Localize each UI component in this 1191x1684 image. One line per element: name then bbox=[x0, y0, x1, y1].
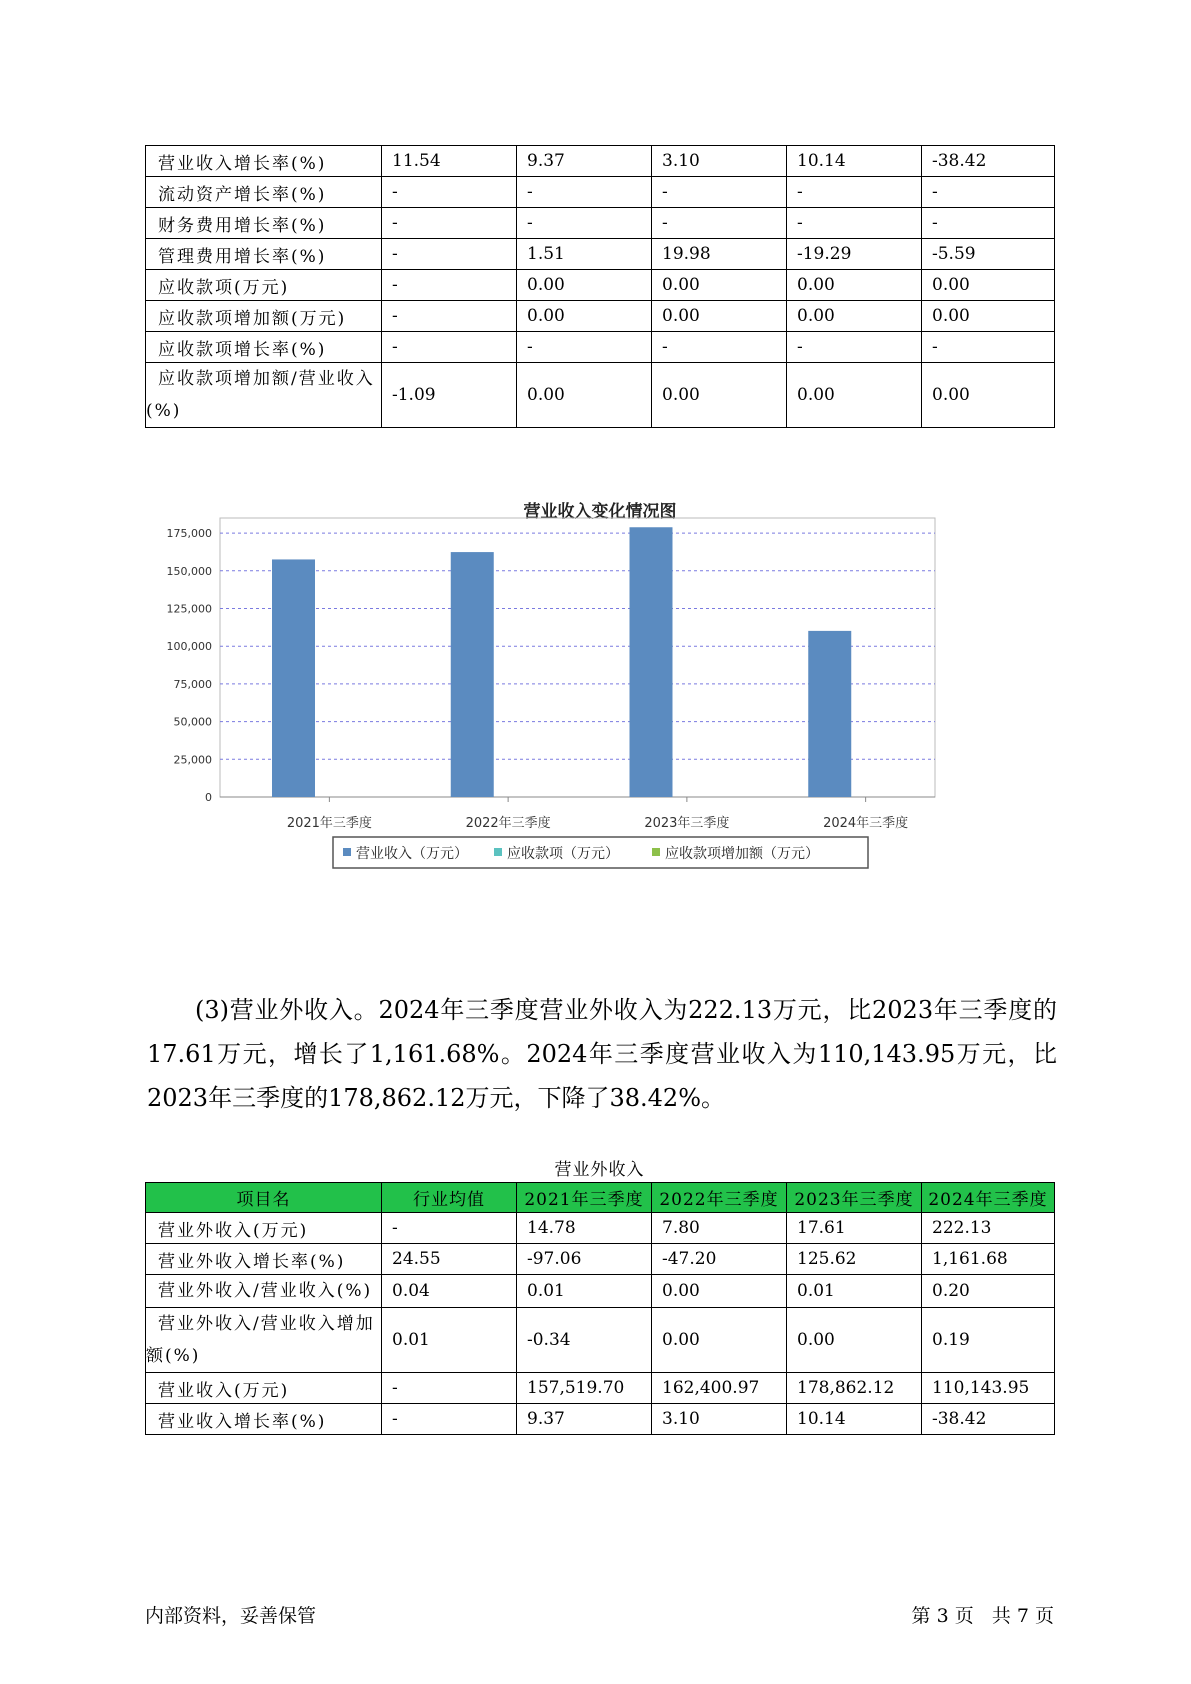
table-cell: - bbox=[382, 332, 517, 363]
table-row bbox=[146, 1244, 1055, 1275]
table-cell: 10.14 bbox=[787, 146, 922, 177]
table-cell: 0.01 bbox=[787, 1275, 922, 1308]
table-cell: -19.29 bbox=[787, 239, 922, 270]
table-cell: 178,862.12 bbox=[787, 1373, 922, 1404]
y-tick-label: 25,000 bbox=[173, 753, 212, 767]
table-cell: -47.20 bbox=[652, 1244, 787, 1275]
y-tick-label: 125,000 bbox=[166, 602, 212, 616]
table-cell: 11.54 bbox=[382, 146, 517, 177]
table-cell: - bbox=[652, 208, 787, 239]
table-cell: 0.00 bbox=[652, 1275, 787, 1308]
bar-revenue bbox=[630, 527, 673, 797]
table-cell: 14.78 bbox=[517, 1213, 652, 1244]
table-cell: - bbox=[382, 301, 517, 332]
row-label: 营业外收入/营业收入增加额(%) bbox=[146, 1308, 382, 1373]
y-tick-label: 50,000 bbox=[173, 715, 212, 729]
table-cell: 0.01 bbox=[517, 1275, 652, 1308]
table-row bbox=[146, 332, 1055, 363]
metrics-table-body bbox=[146, 146, 1055, 428]
bar-revenue bbox=[451, 552, 494, 797]
footer-page-info bbox=[912, 1601, 1054, 1628]
x-tick-label: 2024年三季度 bbox=[823, 816, 909, 831]
table-body bbox=[146, 1213, 1055, 1435]
row-label: 营业外收入/营业收入(%) bbox=[146, 1275, 382, 1308]
row-label: 应收款项增长率(%) bbox=[146, 332, 382, 363]
table-cell: 222.13 bbox=[922, 1213, 1055, 1244]
table-cell: 0.19 bbox=[922, 1308, 1055, 1373]
y-tick-label: 75,000 bbox=[173, 677, 212, 691]
table-row bbox=[146, 1213, 1055, 1244]
header-row bbox=[146, 1183, 1055, 1213]
table-cell: -0.34 bbox=[517, 1308, 652, 1373]
table-cell: 157,519.70 bbox=[517, 1373, 652, 1404]
column-header: 2022年三季度 bbox=[652, 1183, 787, 1213]
table-cell: 0.20 bbox=[922, 1275, 1055, 1308]
non-operating-income-table bbox=[145, 1182, 1055, 1435]
table-cell: - bbox=[382, 1404, 517, 1435]
table-cell: - bbox=[382, 270, 517, 301]
table-cell: -5.59 bbox=[922, 239, 1055, 270]
table-cell: 19.98 bbox=[652, 239, 787, 270]
table-cell: 0.00 bbox=[652, 363, 787, 428]
row-label: 营业外收入(万元) bbox=[146, 1213, 382, 1244]
row-label: 营业收入增长率(%) bbox=[146, 146, 382, 177]
revenue-paragraph: (3)营业外收入。2024年三季度营业外收入为222.13万元，比2023年三季度的17.61万元，增长了1,161.68%。2024年三季度营业收入为110,143.95万元，比2023年三季度的178,862.12万元，下降了38.42%。 bbox=[147, 996, 1057, 1112]
x-tick-label: 2022年三季度 bbox=[465, 816, 551, 831]
y-tick-label: 175,000 bbox=[166, 527, 212, 541]
table-cell: 125.62 bbox=[787, 1244, 922, 1275]
table-caption: 营业外收入 bbox=[554, 1160, 645, 1180]
table-cell: 0.00 bbox=[922, 301, 1055, 332]
legend-label: 应收款项（万元） bbox=[507, 846, 619, 862]
chart-legend bbox=[333, 837, 868, 868]
table-cell: - bbox=[922, 208, 1055, 239]
table-header bbox=[146, 1183, 1055, 1213]
page-total: 共 7 页 bbox=[991, 1605, 1054, 1627]
table-cell: 7.80 bbox=[652, 1213, 787, 1244]
table-cell: 0.00 bbox=[517, 301, 652, 332]
x-tick-label: 2021年三季度 bbox=[286, 816, 372, 831]
table-row bbox=[146, 208, 1055, 239]
table-cell: 0.00 bbox=[652, 1308, 787, 1373]
column-header: 行业均值 bbox=[382, 1183, 517, 1213]
table-cell: - bbox=[787, 332, 922, 363]
table-cell: - bbox=[382, 208, 517, 239]
table-cell: 10.14 bbox=[787, 1404, 922, 1435]
table-cell: - bbox=[922, 177, 1055, 208]
column-header: 项目名 bbox=[146, 1183, 382, 1213]
table-row bbox=[146, 1275, 1055, 1308]
table-cell: 0.00 bbox=[787, 270, 922, 301]
table-cell: 1.51 bbox=[517, 239, 652, 270]
table-cell: - bbox=[517, 177, 652, 208]
legend-swatch bbox=[494, 848, 502, 856]
row-label: 流动资产增长率(%) bbox=[146, 177, 382, 208]
table-cell: - bbox=[922, 332, 1055, 363]
table-cell: -1.09 bbox=[382, 363, 517, 428]
table-cell: 0.01 bbox=[382, 1308, 517, 1373]
bar-revenue bbox=[808, 631, 851, 797]
table-cell: 162,400.97 bbox=[652, 1373, 787, 1404]
chart-title: 营业收入变化情况图 bbox=[523, 502, 677, 522]
column-header: 2023年三季度 bbox=[787, 1183, 922, 1213]
table-cell: - bbox=[517, 332, 652, 363]
table-cell: 9.37 bbox=[517, 1404, 652, 1435]
table-cell: 3.10 bbox=[652, 146, 787, 177]
table-row bbox=[146, 146, 1055, 177]
page-number: 第 3 页 bbox=[911, 1605, 974, 1627]
table-cell: 9.37 bbox=[517, 146, 652, 177]
table-row bbox=[146, 363, 1055, 428]
table-cell: 0.04 bbox=[382, 1275, 517, 1308]
table-cell: - bbox=[382, 1213, 517, 1244]
legend-swatch bbox=[343, 848, 351, 856]
table-cell: 17.61 bbox=[787, 1213, 922, 1244]
metrics-table bbox=[145, 145, 1055, 428]
table-row bbox=[146, 1373, 1055, 1404]
table-cell: - bbox=[517, 208, 652, 239]
table-cell: 0.00 bbox=[517, 270, 652, 301]
table-row bbox=[146, 1404, 1055, 1435]
table-cell: 0.00 bbox=[652, 301, 787, 332]
table-cell: 0.00 bbox=[922, 270, 1055, 301]
chart-bars bbox=[272, 527, 851, 797]
table-row bbox=[146, 270, 1055, 301]
revenue-chart bbox=[160, 495, 1040, 945]
chart-x-axis bbox=[287, 797, 908, 831]
y-tick-label: 150,000 bbox=[166, 564, 212, 578]
table-cell: 0.00 bbox=[652, 270, 787, 301]
column-header: 2024年三季度 bbox=[922, 1183, 1055, 1213]
footer-confidential-note: 内部资料，妥善保管 bbox=[145, 1605, 317, 1627]
table-row bbox=[146, 301, 1055, 332]
table-cell: 110,143.95 bbox=[922, 1373, 1055, 1404]
table-row bbox=[146, 239, 1055, 270]
table-cell: 0.00 bbox=[787, 1308, 922, 1373]
table-row bbox=[146, 1308, 1055, 1373]
table-cell: - bbox=[382, 177, 517, 208]
table-cell: 0.00 bbox=[787, 363, 922, 428]
x-tick-label: 2023年三季度 bbox=[644, 816, 730, 831]
table-cell: - bbox=[787, 177, 922, 208]
table-cell: - bbox=[382, 239, 517, 270]
table-cell: 0.00 bbox=[517, 363, 652, 428]
table-row bbox=[146, 177, 1055, 208]
y-tick-label: 100,000 bbox=[166, 640, 212, 654]
table-cell: -97.06 bbox=[517, 1244, 652, 1275]
table-cell: -38.42 bbox=[922, 1404, 1055, 1435]
table-cell: 1,161.68 bbox=[922, 1244, 1055, 1275]
y-tick-label: 0 bbox=[205, 791, 212, 804]
row-label: 应收款项(万元) bbox=[146, 270, 382, 301]
table-cell: 0.00 bbox=[787, 301, 922, 332]
table-cell: 0.00 bbox=[922, 363, 1055, 428]
legend-label: 应收款项增加额（万元） bbox=[665, 846, 819, 862]
row-label: 营业收入增长率(%) bbox=[146, 1404, 382, 1435]
table-cell: - bbox=[652, 177, 787, 208]
row-label: 财务费用增长率(%) bbox=[146, 208, 382, 239]
row-label: 应收款项增加额/营业收入(%) bbox=[146, 363, 382, 428]
row-label: 管理费用增长率(%) bbox=[146, 239, 382, 270]
column-header: 2021年三季度 bbox=[517, 1183, 652, 1213]
bar-revenue bbox=[272, 559, 315, 797]
table-cell: 24.55 bbox=[382, 1244, 517, 1275]
row-label: 应收款项增加额(万元) bbox=[146, 301, 382, 332]
row-label: 营业收入(万元) bbox=[146, 1373, 382, 1404]
table-cell: - bbox=[787, 208, 922, 239]
row-label: 营业外收入增长率(%) bbox=[146, 1244, 382, 1275]
legend-label: 营业收入（万元） bbox=[356, 846, 468, 862]
table-cell: -38.42 bbox=[922, 146, 1055, 177]
table-cell: - bbox=[652, 332, 787, 363]
table-cell: - bbox=[382, 1373, 517, 1404]
table-cell: 3.10 bbox=[652, 1404, 787, 1435]
legend-swatch bbox=[652, 848, 660, 856]
